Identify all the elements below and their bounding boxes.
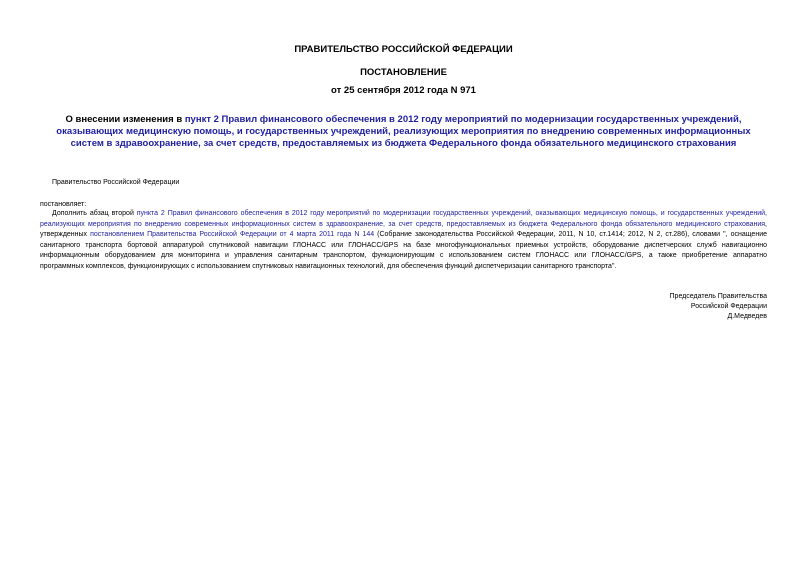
body-line-6: программных комплексов, функционирующих с использованием спутниковых навигационных технологий, для обеспечения функций диспетчеризации санитарного транспорта". <box>40 262 617 270</box>
body-line-1 <box>40 209 767 220</box>
document-title <box>40 114 767 150</box>
body-line-5: информационным оборудованием для мониторинга и управления санитарным транспортом, функционирующим с использованием систем ГЛОНАСС или ГЛОНАСС/GPS, а также приобретение аппаратно <box>40 252 767 259</box>
body-link-resolution-144[interactable]: постановлением Правительства Российской Федерации от 4 марта 2011 года N 144 <box>90 231 375 238</box>
title-prefix: О внесении изменения в <box>65 114 185 125</box>
body-link-rules-point-2-cont[interactable]: реализующих мероприятия по внедрению современных информационных систем в здравоохранение, за счет средств, предоставляемых из бюджета Федерального фонда обязательного медицинского страхования <box>40 220 766 228</box>
body-line-2 <box>40 220 767 231</box>
body-line-3-text-a: утвержденных <box>40 231 91 238</box>
title-link[interactable]: пункт 2 Правил финансового обеспечения в 2012 году мероприятий по модернизации государственных учреждений, оказывающих медицинскую помощь, и государственных учреждений, реализующих мероприятия по внедрению современных информационных систем в здравоохранение, за счет средств, предоставляемых из бюджета Федерального фонда обязательного медицинского страхования <box>56 114 751 149</box>
document-type-heading: ПОСТАНОВЛЕНИЕ <box>360 67 447 78</box>
signature-name: Д.Медведев <box>727 313 767 320</box>
body-line-2-text: , <box>765 220 767 228</box>
body-line-1-text: Дополнить абзац второй <box>52 210 137 217</box>
document-body <box>40 209 767 272</box>
body-line-3 <box>40 230 767 241</box>
preamble-government: Правительство Российской Федерации <box>52 179 180 186</box>
government-heading: ПРАВИТЕЛЬСТВО РОССИЙСКОЙ ФЕДЕРАЦИИ <box>294 44 513 55</box>
body-line-4: санитарного транспорта бортовой аппаратурой спутниковой навигации ГЛОНАСС или ГЛОНАСС/GPS на базе многофункциональных приемных устройств, оборудование диспетчерских служб навигационно <box>40 241 767 249</box>
document-date-heading: от 25 сентября 2012 года N 971 <box>331 85 476 96</box>
body-line-3-text-b: (Собрание законодательства Российской Федерации, 2011, N 10, ст.1414; 2012, N 2, ст.286), словами ", оснащение <box>374 231 767 238</box>
preamble-decrees: постановляет: <box>40 201 87 208</box>
signature-organization: Российской Федерации <box>690 303 767 310</box>
signature-position: Председатель Правительства <box>669 293 767 300</box>
body-link-rules-point-2[interactable]: пункта 2 Правил финансового обеспечения в 2012 году мероприятий по модернизации государственных учреждений, оказывающих медицинскую помощь, и государственных учреждений, <box>136 210 767 217</box>
